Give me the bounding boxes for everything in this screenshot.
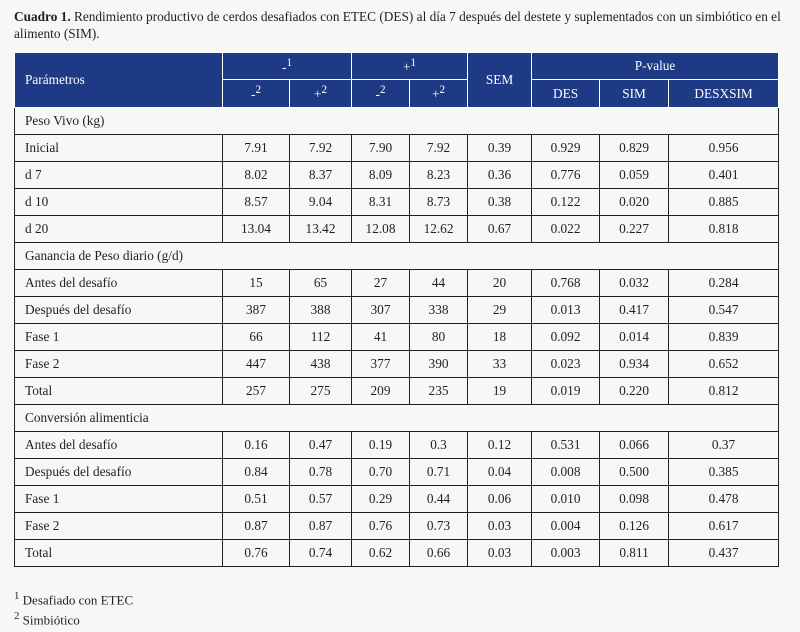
caption-label: Cuadro 1. — [14, 9, 71, 24]
table-row — [15, 162, 779, 189]
caption-text: Rendimiento productivo de cerdos desafiados con ETEC (DES) al día 7 después del destete y suplementados con un simbiótico en el alimento (SIM). — [14, 9, 781, 41]
table-cell: 0.020 — [600, 189, 669, 216]
header-pvalue: P-value — [532, 53, 779, 80]
table-cell: 7.91 — [223, 135, 290, 162]
table-cell: 377 — [352, 351, 410, 378]
table-cell: 27 — [352, 270, 410, 297]
table-cell: 7.90 — [352, 135, 410, 162]
section-title: Peso Vivo (kg) — [15, 108, 779, 135]
table-cell: 0.227 — [600, 216, 669, 243]
table-row — [15, 513, 779, 540]
table-cell: 0.023 — [532, 351, 600, 378]
table-cell: 0.417 — [600, 297, 669, 324]
header-group-minus: -$^1$ — [223, 53, 352, 80]
table-header — [15, 53, 779, 108]
table-cell: 0.36 — [468, 162, 532, 189]
table-cell: 0.092 — [532, 324, 600, 351]
table-cell: 0.70 — [352, 459, 410, 486]
row-label: d 10 — [15, 189, 223, 216]
header-sub-plus: +$^2$ — [290, 80, 352, 108]
table-row — [15, 297, 779, 324]
table-cell: 0.62 — [352, 540, 410, 567]
table-cell: 13.42 — [290, 216, 352, 243]
table-row — [15, 378, 779, 405]
table-cell: 0.71 — [410, 459, 468, 486]
table-cell: 112 — [290, 324, 352, 351]
header-parameters: Parámetros — [15, 53, 223, 108]
table-cell: 0.839 — [669, 324, 779, 351]
table-cell: 0.500 — [600, 459, 669, 486]
footnote-ref-1: 1 — [410, 56, 417, 69]
row-label: Fase 2 — [15, 513, 223, 540]
footnote-ref-2: 2 — [255, 84, 261, 97]
header-group-plus: +$^1$ — [352, 53, 468, 80]
row-label: Total — [15, 378, 223, 405]
table-cell: 0.57 — [290, 486, 352, 513]
table-cell: 8.23 — [410, 162, 468, 189]
footnote-ref-1: 1 — [286, 56, 292, 69]
table-cell: 8.37 — [290, 162, 352, 189]
table-cell: 15 — [223, 270, 290, 297]
table-cell: 209 — [352, 378, 410, 405]
table-cell: 0.811 — [600, 540, 669, 567]
table-cell: 0.004 — [532, 513, 600, 540]
table-cell: 0.885 — [669, 189, 779, 216]
footnote-1: $^1$ Desafiado con ETEC — [14, 590, 134, 608]
table-cell: 8.31 — [352, 189, 410, 216]
table-cell: 0.76 — [223, 540, 290, 567]
table-row — [15, 324, 779, 351]
footnotes — [14, 588, 133, 629]
table-cell: 0.126 — [600, 513, 669, 540]
table-cell: 29 — [468, 297, 532, 324]
header-sub-plus: +$^2$ — [410, 80, 468, 108]
table-row — [15, 432, 779, 459]
table-cell: 0.12 — [468, 432, 532, 459]
table-row — [15, 189, 779, 216]
row-label: Total — [15, 540, 223, 567]
section-row — [15, 405, 779, 432]
footnote-2: $^2$ Simbiótico — [14, 610, 80, 628]
header-sub-minus: -$^2$ — [223, 80, 290, 108]
table-cell: 0.812 — [669, 378, 779, 405]
table-cell: 0.87 — [223, 513, 290, 540]
table-cell: 0.122 — [532, 189, 600, 216]
row-label: Antes del desafío — [15, 270, 223, 297]
row-label: Fase 2 — [15, 351, 223, 378]
table-cell: 0.776 — [532, 162, 600, 189]
table-cell: 0.818 — [669, 216, 779, 243]
row-label: Fase 1 — [15, 324, 223, 351]
table-row — [15, 216, 779, 243]
table-cell: 0.67 — [468, 216, 532, 243]
row-label: d 20 — [15, 216, 223, 243]
table-cell: 0.3 — [410, 432, 468, 459]
table-cell: 0.008 — [532, 459, 600, 486]
table-row — [15, 351, 779, 378]
table-cell: 0.78 — [290, 459, 352, 486]
row-label: Después del desafío — [15, 297, 223, 324]
table-cell: 0.76 — [352, 513, 410, 540]
table-cell: 0.014 — [600, 324, 669, 351]
row-label: Antes del desafío — [15, 432, 223, 459]
table-cell: 388 — [290, 297, 352, 324]
table-cell: 0.73 — [410, 513, 468, 540]
table-cell: 0.74 — [290, 540, 352, 567]
table-cell: 438 — [290, 351, 352, 378]
table-cell: 338 — [410, 297, 468, 324]
table-cell: 12.62 — [410, 216, 468, 243]
table-cell: 447 — [223, 351, 290, 378]
table-cell: 18 — [468, 324, 532, 351]
table-cell: 0.66 — [410, 540, 468, 567]
section-row — [15, 243, 779, 270]
table-cell: 0.652 — [669, 351, 779, 378]
table-cell: 0.37 — [669, 432, 779, 459]
footnote-ref-2: 2 — [439, 84, 446, 97]
table-cell: 0.87 — [290, 513, 352, 540]
table-row — [15, 270, 779, 297]
table-cell: 257 — [223, 378, 290, 405]
section-row — [15, 108, 779, 135]
footnote-ref-2: 2 — [321, 84, 328, 97]
table-cell: 41 — [352, 324, 410, 351]
table-cell: 20 — [468, 270, 532, 297]
table-cell: 0.547 — [669, 297, 779, 324]
table-cell: 0.929 — [532, 135, 600, 162]
table-cell: 0.019 — [532, 378, 600, 405]
table-cell: 0.059 — [600, 162, 669, 189]
table-cell: 0.44 — [410, 486, 468, 513]
table-cell: 12.08 — [352, 216, 410, 243]
table-cell: 0.29 — [352, 486, 410, 513]
table-caption — [14, 8, 786, 42]
table-cell: 0.617 — [669, 513, 779, 540]
table-cell: 0.003 — [532, 540, 600, 567]
table-cell: 0.284 — [669, 270, 779, 297]
table-cell: 0.829 — [600, 135, 669, 162]
table-cell: 0.013 — [532, 297, 600, 324]
table-cell: 0.956 — [669, 135, 779, 162]
table-cell: 0.16 — [223, 432, 290, 459]
table-cell: 65 — [290, 270, 352, 297]
table-cell: 0.531 — [532, 432, 600, 459]
table-cell: 0.478 — [669, 486, 779, 513]
section-title: Conversión alimenticia — [15, 405, 779, 432]
table-cell: 0.098 — [600, 486, 669, 513]
header-sem: SEM — [468, 53, 532, 108]
table-cell: 0.47 — [290, 432, 352, 459]
table-cell: 8.73 — [410, 189, 468, 216]
table-cell: 8.02 — [223, 162, 290, 189]
footnote-ref-2: 2 — [379, 84, 386, 97]
table-cell: 0.220 — [600, 378, 669, 405]
row-label: Después del desafío — [15, 459, 223, 486]
table-cell: 0.39 — [468, 135, 532, 162]
table-cell: 307 — [352, 297, 410, 324]
table-cell: 0.03 — [468, 513, 532, 540]
table-cell: 0.401 — [669, 162, 779, 189]
table-body — [15, 108, 779, 567]
table-cell: 19 — [468, 378, 532, 405]
row-label: Inicial — [15, 135, 223, 162]
table-cell: 0.385 — [669, 459, 779, 486]
table-cell: 9.04 — [290, 189, 352, 216]
row-label: Fase 1 — [15, 486, 223, 513]
table-cell: 0.51 — [223, 486, 290, 513]
table-cell: 0.19 — [352, 432, 410, 459]
table-cell: 235 — [410, 378, 468, 405]
table-cell: 8.57 — [223, 189, 290, 216]
table-cell: 80 — [410, 324, 468, 351]
table-cell: 0.84 — [223, 459, 290, 486]
header-sub-minus: -$^2$ — [352, 80, 410, 108]
table-cell: 0.04 — [468, 459, 532, 486]
table-cell: 8.09 — [352, 162, 410, 189]
header-sim: SIM — [600, 80, 669, 108]
table-cell: 0.437 — [669, 540, 779, 567]
section-title: Ganancia de Peso diario (g/d) — [15, 243, 779, 270]
table-cell: 0.06 — [468, 486, 532, 513]
table-cell: 66 — [223, 324, 290, 351]
table-cell: 13.04 — [223, 216, 290, 243]
table-row — [15, 459, 779, 486]
table-cell: 0.032 — [600, 270, 669, 297]
table-row — [15, 540, 779, 567]
table-cell: 7.92 — [290, 135, 352, 162]
header-des: DES — [532, 80, 600, 108]
table-cell: 0.010 — [532, 486, 600, 513]
table-row — [15, 135, 779, 162]
table-cell: 0.38 — [468, 189, 532, 216]
table-cell: 390 — [410, 351, 468, 378]
table-row — [15, 486, 779, 513]
table-cell: 275 — [290, 378, 352, 405]
table-cell: 0.768 — [532, 270, 600, 297]
results-table — [14, 52, 779, 567]
header-desxsim: DESXSIM — [669, 80, 779, 108]
row-label: d 7 — [15, 162, 223, 189]
table-cell: 7.92 — [410, 135, 468, 162]
table-cell: 0.066 — [600, 432, 669, 459]
table-cell: 0.03 — [468, 540, 532, 567]
table-cell: 0.022 — [532, 216, 600, 243]
table-cell: 33 — [468, 351, 532, 378]
table-cell: 44 — [410, 270, 468, 297]
table-cell: 0.934 — [600, 351, 669, 378]
table-cell: 387 — [223, 297, 290, 324]
